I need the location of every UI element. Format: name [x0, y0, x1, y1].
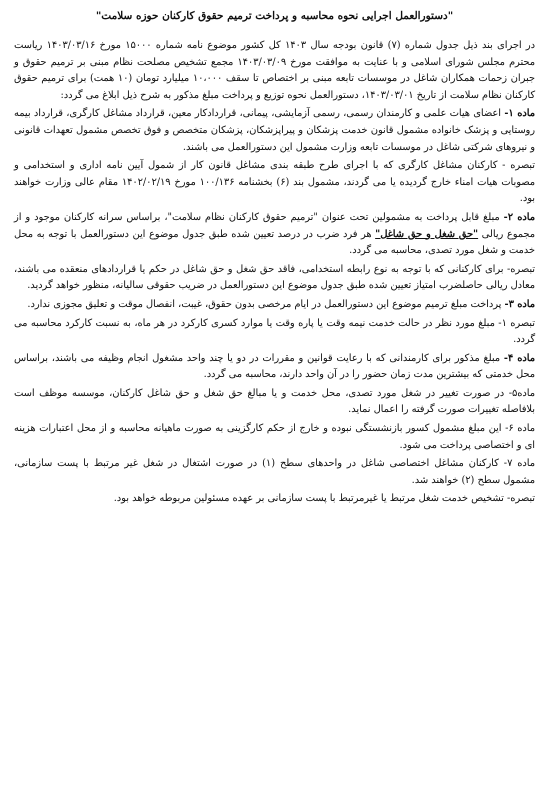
article-7-note-text: تشخیص خدمت شغل مرتبط یا غیرمرتبط با پست سازمانی بر عهده مسئولین مربوطه خواهد بود.: [113, 493, 507, 505]
article-2: [14, 210, 535, 260]
article-7-note: [14, 491, 535, 508]
article-2-text-b: هر فرد ضرب در درصد تعیین شده طبق جدول موضوع این دستورالعمل با توجه به محل خدمت و شغل مورد تصدی، محاسبه می گردد.: [14, 228, 535, 257]
article-2-label: ماده ۲-: [503, 211, 536, 223]
article-2-emphasis: "حق شغل و حق شاغل": [375, 228, 479, 240]
article-4: [14, 351, 535, 384]
article-7-note-label: تبصره-: [506, 493, 535, 505]
article-5-text: در صورت تغییر در شغل مورد تصدی، محل خدمت و یا مبالغ حق شغل و حق شاغل کارکنان، موسسه موظف است بلافاصله تغییرات صورت گرفته را اعمال نماید.: [14, 387, 535, 416]
article-6: [14, 421, 535, 454]
article-6-text: این مبلغ مشمول کسور بازنشستگی نبوده و خارج از حکم کارگزینی به صورت ماهیانه محاسبه و از محل اعتبارات هزینه ای و اختصاصی پرداخت می شود.: [14, 423, 535, 451]
article-3-note-label: تبصره ۱-: [498, 317, 535, 329]
article-3-label: ماده ۳-: [504, 298, 535, 310]
article-7-text: کارکنان مشاغل اختصاصی شاغل در واحدهای سطح (۱) در صورت اشتغال در شغل غیر مرتبط با پست سازمانی، مشمول سطح (۲) خواهند شد.: [14, 458, 535, 486]
article-3-note: [14, 316, 535, 349]
article-1-note-text: کارکنان مشاغل کارگری که با اجرای طرح طبقه بندی مشاغل قانون کار از شمول آیین نامه اداری و استخدامی و مصوبات هیات امناء خارج گردیده یا می گردند، مشمول بند (۶) بخشنامه ۱۰۰/۱۳۶ مورخ ۱۴۰۲/۰۲/۱۹ مقام عالی وزارت خواهند بود.: [14, 160, 535, 205]
article-1-note: [14, 158, 535, 208]
article-5: [14, 386, 535, 419]
article-1-note-label: تبصره -: [502, 160, 535, 172]
document-title: "دستورالعمل اجرایی نحوه محاسبه و پرداخت ترمیم حقوق کارکنان حوزه سلامت": [95, 10, 454, 22]
article-6-label: ماده ۶-: [505, 423, 536, 435]
article-3: [14, 297, 535, 314]
article-7-label: ماده ۷-: [503, 458, 536, 470]
article-4-label: ماده ۴-: [503, 352, 535, 364]
article-4-text: مبلغ مذکور برای کارمندانی که با رعایت قوانین و مقررات در دو یا چند واحد مشغول انجام وظیفه می باشند، براساس محل خدمتی که بیشترین مدت زمان حضور را در آن واحد دارند، محاسبه می گردد.: [14, 352, 535, 381]
article-2-note-label: تبصره-: [506, 263, 535, 275]
article-1: [14, 106, 535, 156]
article-1-text: اعضای هیات علمی و کارمندان رسمی، رسمی آزمایشی، پیمانی، قراردادکار معین، قرارداد مشاغل کارگری، قرارداد بیمه روستایی و پزشک خانواده مشمول قانون خدمت پزشکان و پیراپزشکان، پزشکان متخصص و فوق تخصص مشمول تعهدات قانونی و نیروهای شرکتی شاغل در موسسات تابعه وزارت مشمول این دستورالعمل می باشند.: [14, 108, 535, 153]
intro-paragraph: در اجرای بند ذیل جدول شماره (۷) قانون بودجه سال ۱۴۰۳ کل کشور موضوع نامه شماره ۱۵۰۰۰ مورخ ۱۴۰۳/۰۳/۱۶ ریاست محترم مجلس شورای اسلامی و با عنایت به موافقت مورخ ۱۴۰۳/۰۳/۰۹ مجمع تشخیص مصلحت نظام مبنی بر ترمیم حقوق و جبران زحمات همکاران شاغل در موسسات تابعه مبنی بر اختصاص تا سقف ۱۰،۰۰۰ میلیارد تومان (۱۰ همت) برای ترمیم حقوق کارکنان نظام سلامت از تاریخ ۱۴۰۳/۰۳/۰۱، دستورالعمل نحوه توزیع و پرداخت مبلغ مذکور به شرح ذیل ابلاغ می گردد:: [14, 40, 536, 101]
article-5-label: ماده۵-: [508, 387, 535, 399]
article-2-text-a: مبلغ قابل پرداخت به مشمولین تحت عنوان "ترمیم حقوق کارکنان نظام سلامت"، براساس سرانه کارکنان موجود و از مجموع ریالی: [14, 211, 535, 240]
article-2-note-text: برای کارکنانی که با توجه به نوع رابطه استخدامی، فاقد حق شغل و حق شاغل در حکم یا قراردادهای منعقده می باشند، معادل ریالی حاصلضرب امتیاز تعیین شده طبق جدول موضوع این دستورالعمل در ضریب حقوقی سالیانه، منظور خواهد گردید.: [14, 263, 535, 292]
article-7: [14, 456, 535, 489]
article-3-text: پرداخت مبلغ ترمیم موضوع این دستورالعمل در ایام مرخصی بدون حقوق، غیبت، انفصال موقت و تعلیق مجوزی ندارد.: [27, 298, 505, 310]
article-2-note: [14, 262, 535, 295]
article-1-label: ماده ۱-: [504, 108, 536, 120]
article-3-note-text: مبلغ مورد نظر در حالت خدمت نیمه وقت یا پاره وقت یا موارد کسری کارکرد در هر ماه، به نسبت کارکرد محاسبه می گردد.: [14, 317, 535, 346]
